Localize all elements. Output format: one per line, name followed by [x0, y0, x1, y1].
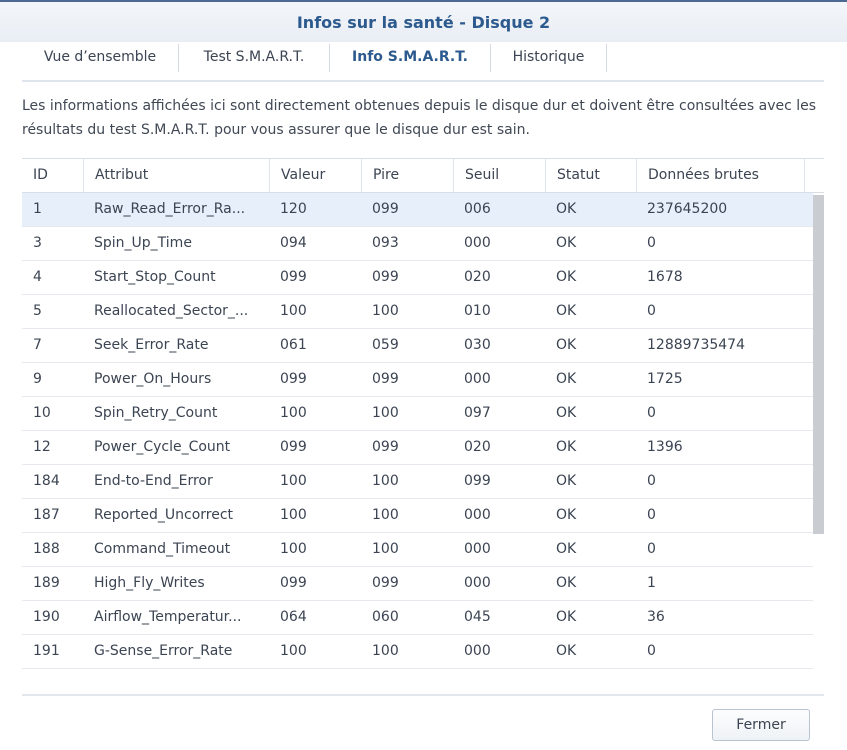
cell-status: OK [556, 507, 577, 523]
tab-history[interactable]: Historique [512, 49, 585, 65]
column-header-worst[interactable]: Pire [361, 159, 453, 192]
cell-status: OK [556, 541, 577, 557]
cell-id: 184 [33, 473, 60, 489]
cell-id: 190 [33, 609, 60, 625]
cell-value: 100 [280, 541, 307, 557]
cell-value: 099 [280, 439, 307, 455]
window-title: Infos sur la santé - Disque 2 [296, 13, 551, 32]
cell-raw-data: 0 [647, 303, 656, 319]
cell-raw-data: 0 [647, 541, 656, 557]
cell-raw-data: 0 [647, 643, 656, 659]
smart-attributes-table [22, 158, 824, 669]
cell-threshold: 006 [464, 201, 491, 217]
cell-status: OK [556, 303, 577, 319]
cell-id: 5 [33, 303, 42, 319]
cell-attribute: Command_Timeout [94, 541, 231, 557]
cell-status: OK [556, 337, 577, 353]
cell-id: 12 [33, 439, 51, 455]
cell-value: 120 [280, 201, 307, 217]
cell-raw-data: 1725 [647, 371, 683, 387]
cell-raw-data: 1678 [647, 269, 683, 285]
column-header-id[interactable]: ID [33, 167, 48, 183]
cell-worst: 099 [372, 575, 399, 591]
column-header-filler [804, 159, 824, 192]
cell-value: 099 [280, 371, 307, 387]
cell-attribute: Reported_Uncorrect [94, 507, 234, 523]
cell-worst: 099 [372, 371, 399, 387]
cell-raw-data: 0 [647, 405, 656, 421]
tab-separator [606, 44, 607, 72]
tab-overview[interactable]: Vue d’ensemble [43, 49, 157, 65]
cell-worst: 060 [372, 609, 399, 625]
table-row[interactable] [22, 431, 824, 465]
cell-threshold: 020 [464, 269, 491, 285]
cell-status: OK [556, 371, 577, 387]
table-row[interactable] [22, 193, 824, 227]
cell-worst: 100 [372, 303, 399, 319]
cell-id: 7 [33, 337, 42, 353]
cell-attribute: Power_On_Hours [94, 371, 212, 387]
cell-attribute: Raw_Read_Error_Ra... [94, 201, 246, 217]
table-row[interactable] [22, 533, 824, 567]
tab-smart-test[interactable]: Test S.M.A.R.T. [203, 49, 305, 65]
cell-worst: 099 [372, 201, 399, 217]
cell-id: 4 [33, 269, 42, 285]
cell-worst: 099 [372, 269, 399, 285]
cell-id: 9 [33, 371, 42, 387]
column-header-threshold[interactable]: Seuil [453, 159, 545, 192]
table-row[interactable] [22, 261, 824, 295]
cell-attribute: Start_Stop_Count [94, 269, 216, 285]
cell-worst: 099 [372, 439, 399, 455]
column-header-raw-data[interactable]: Données brutes [636, 159, 804, 192]
cell-raw-data: 12889735474 [647, 337, 745, 353]
table-body [22, 193, 824, 669]
cell-threshold: 000 [464, 575, 491, 591]
cell-worst: 100 [372, 541, 399, 557]
cell-status: OK [556, 269, 577, 285]
cell-status: OK [556, 643, 577, 659]
cell-attribute: G-Sense_Error_Rate [94, 643, 233, 659]
cell-value: 100 [280, 507, 307, 523]
cell-id: 3 [33, 235, 42, 251]
cell-value: 100 [280, 303, 307, 319]
tab-bar [22, 42, 824, 82]
cell-threshold: 000 [464, 371, 491, 387]
cell-threshold: 097 [464, 405, 491, 421]
cell-id: 1 [33, 201, 42, 217]
cell-threshold: 000 [464, 507, 491, 523]
column-header-status[interactable]: Statut [545, 159, 636, 192]
cell-threshold: 030 [464, 337, 491, 353]
cell-value: 100 [280, 473, 307, 489]
table-row[interactable] [22, 363, 824, 397]
cell-status: OK [556, 439, 577, 455]
table-row[interactable] [22, 329, 824, 363]
title-bar [0, 2, 847, 42]
cell-worst: 100 [372, 507, 399, 523]
table-header [22, 159, 824, 193]
cell-status: OK [556, 405, 577, 421]
description-text: Les informations affichées ici sont directement obtenues depuis le disque dur et doivent être consultées avec les résultats du test S.M.A.R.T. pour vous assurer que le disque dur est sain. [22, 98, 817, 138]
cell-worst: 100 [372, 473, 399, 489]
table-row[interactable] [22, 397, 824, 431]
cell-value: 099 [280, 575, 307, 591]
cell-value: 064 [280, 609, 307, 625]
cell-id: 189 [33, 575, 60, 591]
cell-worst: 100 [372, 405, 399, 421]
cell-threshold: 000 [464, 643, 491, 659]
table-row[interactable] [22, 227, 824, 261]
cell-worst: 100 [372, 643, 399, 659]
cell-value: 100 [280, 643, 307, 659]
cell-threshold: 000 [464, 541, 491, 557]
table-row[interactable] [22, 635, 824, 669]
cell-attribute: Airflow_Temperatur... [94, 609, 242, 625]
cell-attribute: End-to-End_Error [94, 473, 213, 489]
cell-threshold: 010 [464, 303, 491, 319]
cell-status: OK [556, 235, 577, 251]
cell-id: 10 [33, 405, 51, 421]
cell-raw-data: 1396 [647, 439, 683, 455]
cell-attribute: Power_Cycle_Count [94, 439, 231, 455]
scrollbar-thumb[interactable] [813, 195, 824, 534]
cell-raw-data: 0 [647, 507, 656, 523]
cell-value: 100 [280, 405, 307, 421]
cell-threshold: 000 [464, 235, 491, 251]
cell-attribute: Spin_Up_Time [94, 235, 192, 251]
cell-worst: 059 [372, 337, 399, 353]
cell-raw-data: 237645200 [647, 201, 728, 217]
cell-raw-data: 0 [647, 235, 656, 251]
cell-value: 099 [280, 269, 307, 285]
cell-attribute: High_Fly_Writes [94, 575, 205, 591]
column-header-attribute[interactable]: Attribut [83, 159, 269, 192]
cell-attribute: Reallocated_Sector_... [94, 303, 249, 319]
cell-status: OK [556, 201, 577, 217]
table-row[interactable] [22, 465, 824, 499]
close-button[interactable]: Fermer [712, 709, 810, 741]
table-row[interactable] [22, 601, 824, 635]
cell-attribute: Seek_Error_Rate [94, 337, 209, 353]
cell-status: OK [556, 473, 577, 489]
cell-status: OK [556, 575, 577, 591]
cell-raw-data: 36 [647, 609, 665, 625]
table-row[interactable] [22, 567, 824, 601]
cell-threshold: 045 [464, 609, 491, 625]
table-row[interactable] [22, 499, 824, 533]
cell-worst: 093 [372, 235, 399, 251]
cell-threshold: 099 [464, 473, 491, 489]
cell-id: 187 [33, 507, 60, 523]
cell-attribute: Spin_Retry_Count [94, 405, 218, 421]
cell-status: OK [556, 609, 577, 625]
cell-id: 188 [33, 541, 60, 557]
table-row[interactable] [22, 295, 824, 329]
cell-value: 061 [280, 337, 307, 353]
footer-divider [22, 694, 824, 696]
cell-raw-data: 0 [647, 473, 656, 489]
cell-raw-data: 1 [647, 575, 656, 591]
cell-value: 094 [280, 235, 307, 251]
cell-id: 191 [33, 643, 60, 659]
tab-smart-info[interactable]: Info S.M.A.R.T. [352, 49, 468, 65]
column-header-value[interactable]: Valeur [269, 159, 361, 192]
cell-threshold: 020 [464, 439, 491, 455]
